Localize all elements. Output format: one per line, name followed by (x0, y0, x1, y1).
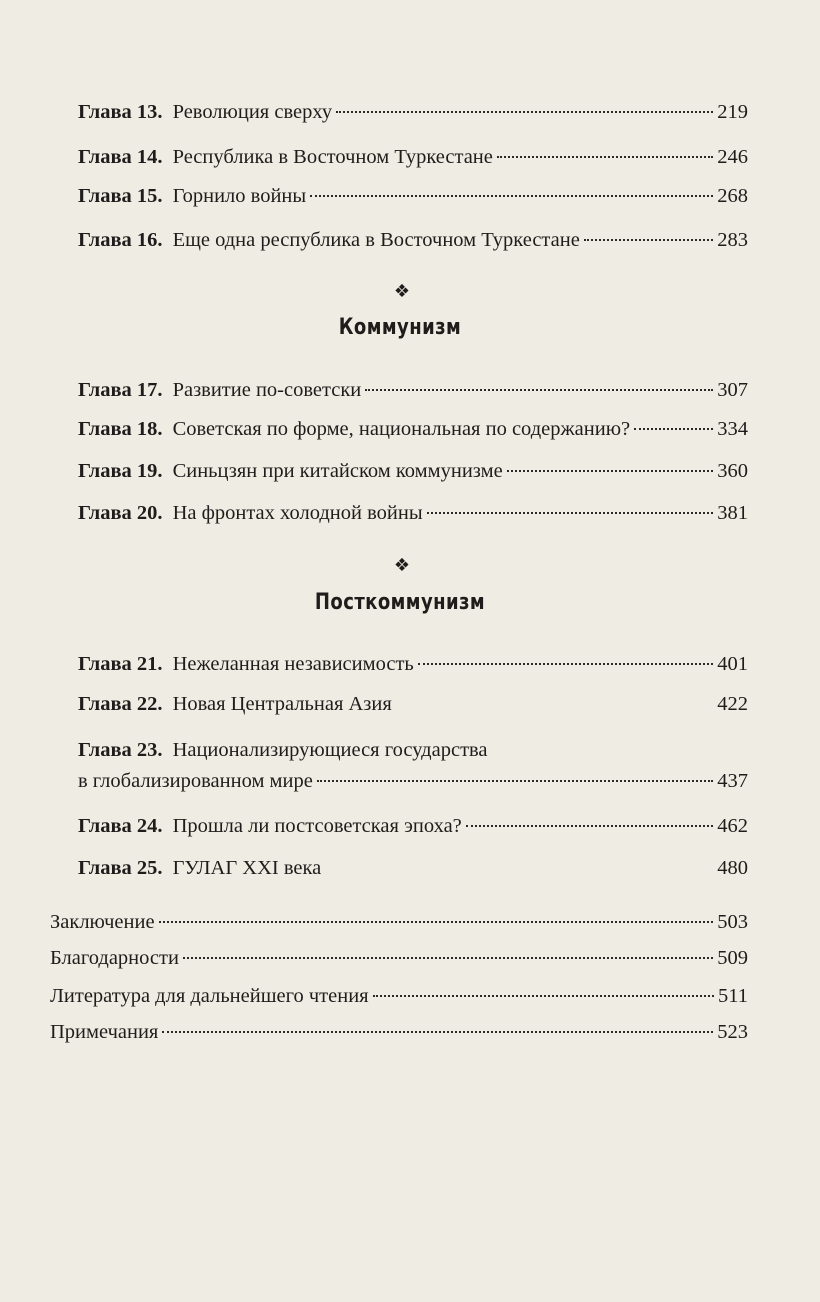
dot-leader (317, 780, 713, 782)
toc-entry (50, 910, 748, 935)
dot-leader (365, 389, 713, 391)
toc-entry (78, 856, 748, 881)
chapter-number: Глава 15. (78, 185, 163, 207)
toc-entry (78, 692, 748, 717)
chapter-number: Глава 13. (78, 101, 163, 123)
chapter-number: Глава 17. (78, 379, 163, 401)
page-number: 503 (717, 911, 748, 933)
chapter-number: Глава 14. (78, 146, 163, 168)
dot-leader (310, 195, 713, 197)
page-number: 480 (717, 857, 748, 879)
page-number: 381 (717, 502, 748, 524)
dot-leader (634, 428, 713, 430)
dot-leader (325, 867, 713, 869)
page-number: 422 (717, 693, 748, 715)
chapter-title: Развитие по-советски (172, 379, 362, 401)
page-number: 401 (717, 653, 748, 675)
toc-entry (78, 184, 748, 209)
page-number: 360 (717, 460, 748, 482)
chapter-number: Глава 16. (78, 229, 163, 251)
chapter-title: Нежеланная независимость (172, 653, 414, 675)
chapter-number: Глава 24. (78, 815, 163, 837)
page-number: 523 (717, 1021, 748, 1043)
chapter-number: Глава 22. (78, 693, 163, 715)
page-number: 219 (717, 101, 748, 123)
page-number: 509 (717, 947, 748, 969)
toc-entry (78, 145, 748, 170)
page-number: 462 (717, 815, 748, 837)
page-number: 268 (717, 185, 748, 207)
entry-title: Благодарности (50, 947, 179, 969)
toc-entry (78, 459, 748, 484)
toc-entry (78, 417, 748, 442)
chapter-number: Глава 25. (78, 857, 163, 879)
entry-title: Примечания (50, 1021, 159, 1043)
dot-leader (396, 703, 713, 705)
section-heading: Посткоммунизм (314, 590, 486, 615)
ornament-icon: ❖ (393, 555, 411, 576)
chapter-number: Глава 20. (78, 502, 163, 524)
chapter-number: Глава 21. (78, 653, 163, 675)
dot-leader (336, 111, 713, 113)
ornament-icon: ❖ (393, 281, 411, 302)
dot-leader (497, 156, 713, 158)
page-number: 246 (717, 146, 748, 168)
chapter-title: Еще одна республика в Восточном Туркестане (172, 229, 580, 251)
page-number: 437 (717, 769, 748, 792)
dot-leader (466, 825, 713, 827)
toc-entry (78, 228, 748, 253)
chapter-title: ГУЛАГ XXI века (172, 857, 322, 879)
dot-leader (584, 239, 713, 241)
toc-entry (50, 984, 748, 1009)
chapter-title: Республика в Восточном Туркестане (172, 146, 493, 168)
chapter-title-continued: в глобализированном мире (78, 769, 313, 792)
toc-entry (78, 501, 748, 526)
toc-entry (78, 814, 748, 839)
toc-entry (78, 652, 748, 677)
page-number: 511 (718, 985, 748, 1007)
toc-entry (78, 738, 748, 793)
page-number: 307 (717, 379, 748, 401)
dot-leader (427, 512, 714, 514)
dot-leader (373, 995, 714, 997)
toc-entry (50, 1020, 748, 1045)
chapter-title: Революция сверху (172, 101, 333, 123)
chapter-title: Горнило войны (172, 185, 307, 207)
entry-title: Заключение (50, 911, 155, 933)
chapter-title: Синьцзян при китайском коммунизме (172, 460, 503, 482)
dot-leader (159, 921, 714, 923)
chapter-title: Прошла ли постсоветская эпоха? (172, 815, 462, 837)
dot-leader (507, 470, 714, 472)
entry-first-line (78, 738, 748, 763)
chapter-number: Глава 19. (78, 460, 163, 482)
toc-entry (78, 100, 748, 125)
dot-leader (162, 1031, 713, 1033)
toc-entry (50, 946, 748, 971)
chapter-title: Советская по форме, национальная по содержанию? (172, 418, 631, 440)
page-number: 334 (717, 418, 748, 440)
chapter-title: Национализирующиеся государства (172, 739, 488, 761)
entry-title: Литература для дальнейшего чтения (50, 985, 369, 1007)
section-heading: Коммунизм (338, 315, 462, 340)
toc-entry (78, 378, 748, 403)
dot-leader (418, 663, 713, 665)
page-number: 283 (717, 229, 748, 251)
chapter-number: Глава 23. (78, 739, 163, 761)
chapter-number: Глава 18. (78, 418, 163, 440)
dot-leader (183, 957, 713, 959)
chapter-title: Новая Центральная Азия (172, 693, 392, 715)
chapter-title: На фронтах холодной войны (172, 502, 423, 524)
entry-second-line (78, 769, 748, 794)
